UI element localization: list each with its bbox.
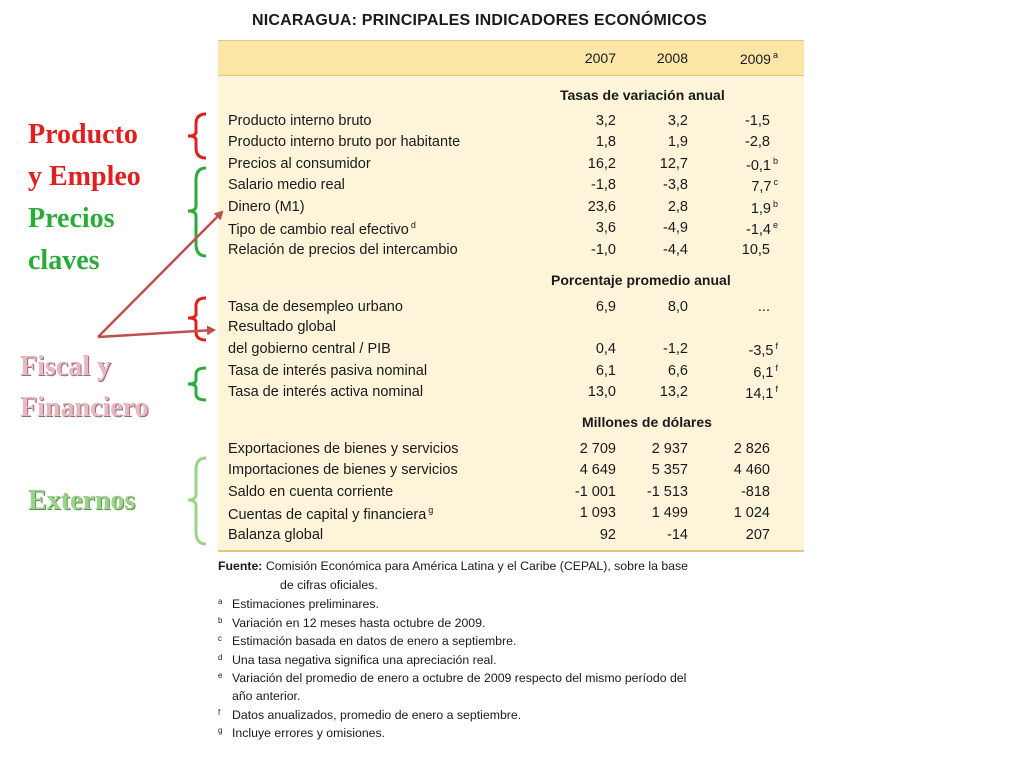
category-externos: Externos <box>28 485 136 516</box>
category-producto: Producto <box>28 119 138 150</box>
value-note: b <box>772 199 778 209</box>
row-label: Saldo en cuenta corriente <box>228 484 394 500</box>
category-financiero: Financiero <box>20 392 149 423</box>
year-2007: 2007 <box>584 50 616 66</box>
value-2007: 6,1 <box>595 363 616 379</box>
value-2009: -818 <box>740 484 770 500</box>
value-2008: 3,2 <box>667 113 688 129</box>
value-2009: -0,1 $^b$ <box>745 156 778 174</box>
row-label: Tasa de desempleo urbano <box>228 299 403 315</box>
category-precios: Precios <box>28 203 115 234</box>
value-2008: 5 357 <box>651 462 688 478</box>
value-note: c <box>773 177 778 187</box>
value-2008: 1,9 <box>667 134 688 150</box>
row-label-note: g <box>428 505 434 515</box>
value-2007: -1 001 <box>574 484 616 500</box>
row-label: Tipo de cambio real efectivo $^d$ <box>228 220 416 238</box>
value-2007: 3,6 <box>595 220 616 236</box>
value-2009: 7,7 $^c$ <box>751 177 778 195</box>
footnote-text: Estimación basada en datos de enero a septiembre. <box>232 634 517 648</box>
value-note: f <box>775 384 778 394</box>
footnote-mark: a <box>218 597 223 606</box>
row-label: Producto interno bruto por habitante <box>228 134 461 150</box>
section-porcentaje-promedio: Porcentaje promedio anual <box>551 272 731 288</box>
row-label: Dinero (M1) <box>228 199 305 215</box>
value-2009: -3,5 $^f$ <box>748 341 778 359</box>
row-label: Producto interno bruto <box>228 113 372 129</box>
value-2008: 13,2 <box>659 384 688 400</box>
row-label: Precios al consumidor <box>228 156 371 172</box>
value-2009: 6,1 $^f$ <box>753 363 778 381</box>
brace-fiscal-green <box>188 368 206 400</box>
row-label: Exportaciones de bienes y servicios <box>228 441 459 457</box>
row-label: Cuentas de capital y financiera $^g$ <box>228 505 434 523</box>
section-millones-dolares: Millones de dólares <box>582 414 712 430</box>
value-2009: ... <box>757 299 770 315</box>
row-label: Tasa de interés pasiva nominal <box>228 363 428 379</box>
year-2008: 2008 <box>656 50 688 66</box>
value-2008: 2 937 <box>651 441 688 457</box>
value-2008: 12,7 <box>659 156 688 172</box>
footnote-text: Incluye errores y omisiones. <box>232 726 386 740</box>
category-empleo: y Empleo <box>28 161 141 192</box>
brace-fiscal-red <box>188 298 206 340</box>
value-2009: 10,5 <box>741 242 770 258</box>
value-2009: 207 <box>745 527 770 543</box>
footnote-mark: d <box>218 653 223 662</box>
value-2007: 6,9 <box>595 299 616 315</box>
value-2008: -4,4 <box>663 242 688 258</box>
row-label: Tasa de interés activa nominal <box>228 384 424 400</box>
footnote-mark: f <box>218 708 221 717</box>
value-2008: 1 499 <box>651 505 688 521</box>
footnote-text: Datos anualizados, promedio de enero a septiembre. <box>232 708 522 722</box>
row-label: Relación de precios del intercambio <box>228 242 458 258</box>
value-2007: -1,0 <box>591 242 616 258</box>
value-2007: -1,8 <box>591 177 616 193</box>
brace-externos <box>188 458 206 544</box>
value-2009: 4 460 <box>733 462 770 478</box>
footnote-text: año anterior. <box>232 689 301 703</box>
value-2008: -3,8 <box>663 177 688 193</box>
value-note: e <box>772 220 778 230</box>
value-2008: -1 513 <box>646 484 688 500</box>
value-2009: 2 826 <box>733 441 770 457</box>
value-2009: -1,4 $^e$ <box>745 220 778 238</box>
value-2007: 1,8 <box>595 134 616 150</box>
footnote-mark: c <box>218 634 222 643</box>
row-label-note: d <box>410 220 416 230</box>
category-claves: claves <box>28 245 100 276</box>
footnote-fuente-cont: de cifras oficiales. <box>280 578 378 592</box>
year-2009: 2009 $^a$ <box>739 50 778 67</box>
value-2007: 1 093 <box>579 505 616 521</box>
value-2007: 4 649 <box>579 462 616 478</box>
footnote-text: Una tasa negativa significa una apreciación real. <box>232 653 497 667</box>
brace-producto <box>188 114 206 158</box>
footnote-mark: g <box>218 726 223 735</box>
value-note: f <box>775 363 778 373</box>
footnote-fuente: Fuente: Comisión Económica para América Latina y el Caribe (CEPAL), sobre la base <box>218 559 688 573</box>
section-tasas-variacion: Tasas de variación anual <box>560 87 725 103</box>
value-2008: -14 <box>667 527 688 543</box>
category-fiscal: Fiscal y <box>20 351 111 382</box>
row-label: Balanza global <box>228 527 324 543</box>
value-2008: 6,6 <box>667 363 688 379</box>
value-2009: 1,9 $^b$ <box>750 199 778 217</box>
footnote-mark: b <box>218 616 223 625</box>
value-2009: 1 024 <box>733 505 770 521</box>
footnote-text: Variación del promedio de enero a octubre de 2009 respecto del mismo período del <box>232 671 687 685</box>
value-2009: 14,1 $^f$ <box>745 384 778 402</box>
footnote-text: Variación en 12 meses hasta octubre de 2009. <box>232 616 486 630</box>
value-2007: 3,2 <box>595 113 616 129</box>
value-note: f <box>775 341 778 351</box>
value-2007: 0,4 <box>595 341 616 357</box>
value-2007: 92 <box>599 527 616 543</box>
value-note: b <box>772 156 778 166</box>
row-label: Salario medio real <box>228 177 345 193</box>
value-2008: 8,0 <box>667 299 688 315</box>
value-2007: 16,2 <box>587 156 616 172</box>
value-2009: -2,8 <box>745 134 770 150</box>
value-2009: -1,5 <box>745 113 770 129</box>
row-label: del gobierno central / PIB <box>228 341 391 357</box>
footnote-mark: e <box>218 671 223 680</box>
value-2008: 2,8 <box>667 199 688 215</box>
value-2008: -1,2 <box>663 341 688 357</box>
row-label: Resultado global <box>228 319 337 335</box>
value-2007: 23,6 <box>587 199 616 215</box>
value-2007: 2 709 <box>579 441 616 457</box>
value-2008: -4,9 <box>663 220 688 236</box>
footnote-text: Estimaciones preliminares. <box>232 597 379 611</box>
value-2007: 13,0 <box>587 384 616 400</box>
arrow-to-dinero <box>98 212 222 337</box>
row-label: Importaciones de bienes y servicios <box>228 462 458 478</box>
table-title: NICARAGUA: PRINCIPALES INDICADORES ECONÓMICOS <box>252 12 707 29</box>
